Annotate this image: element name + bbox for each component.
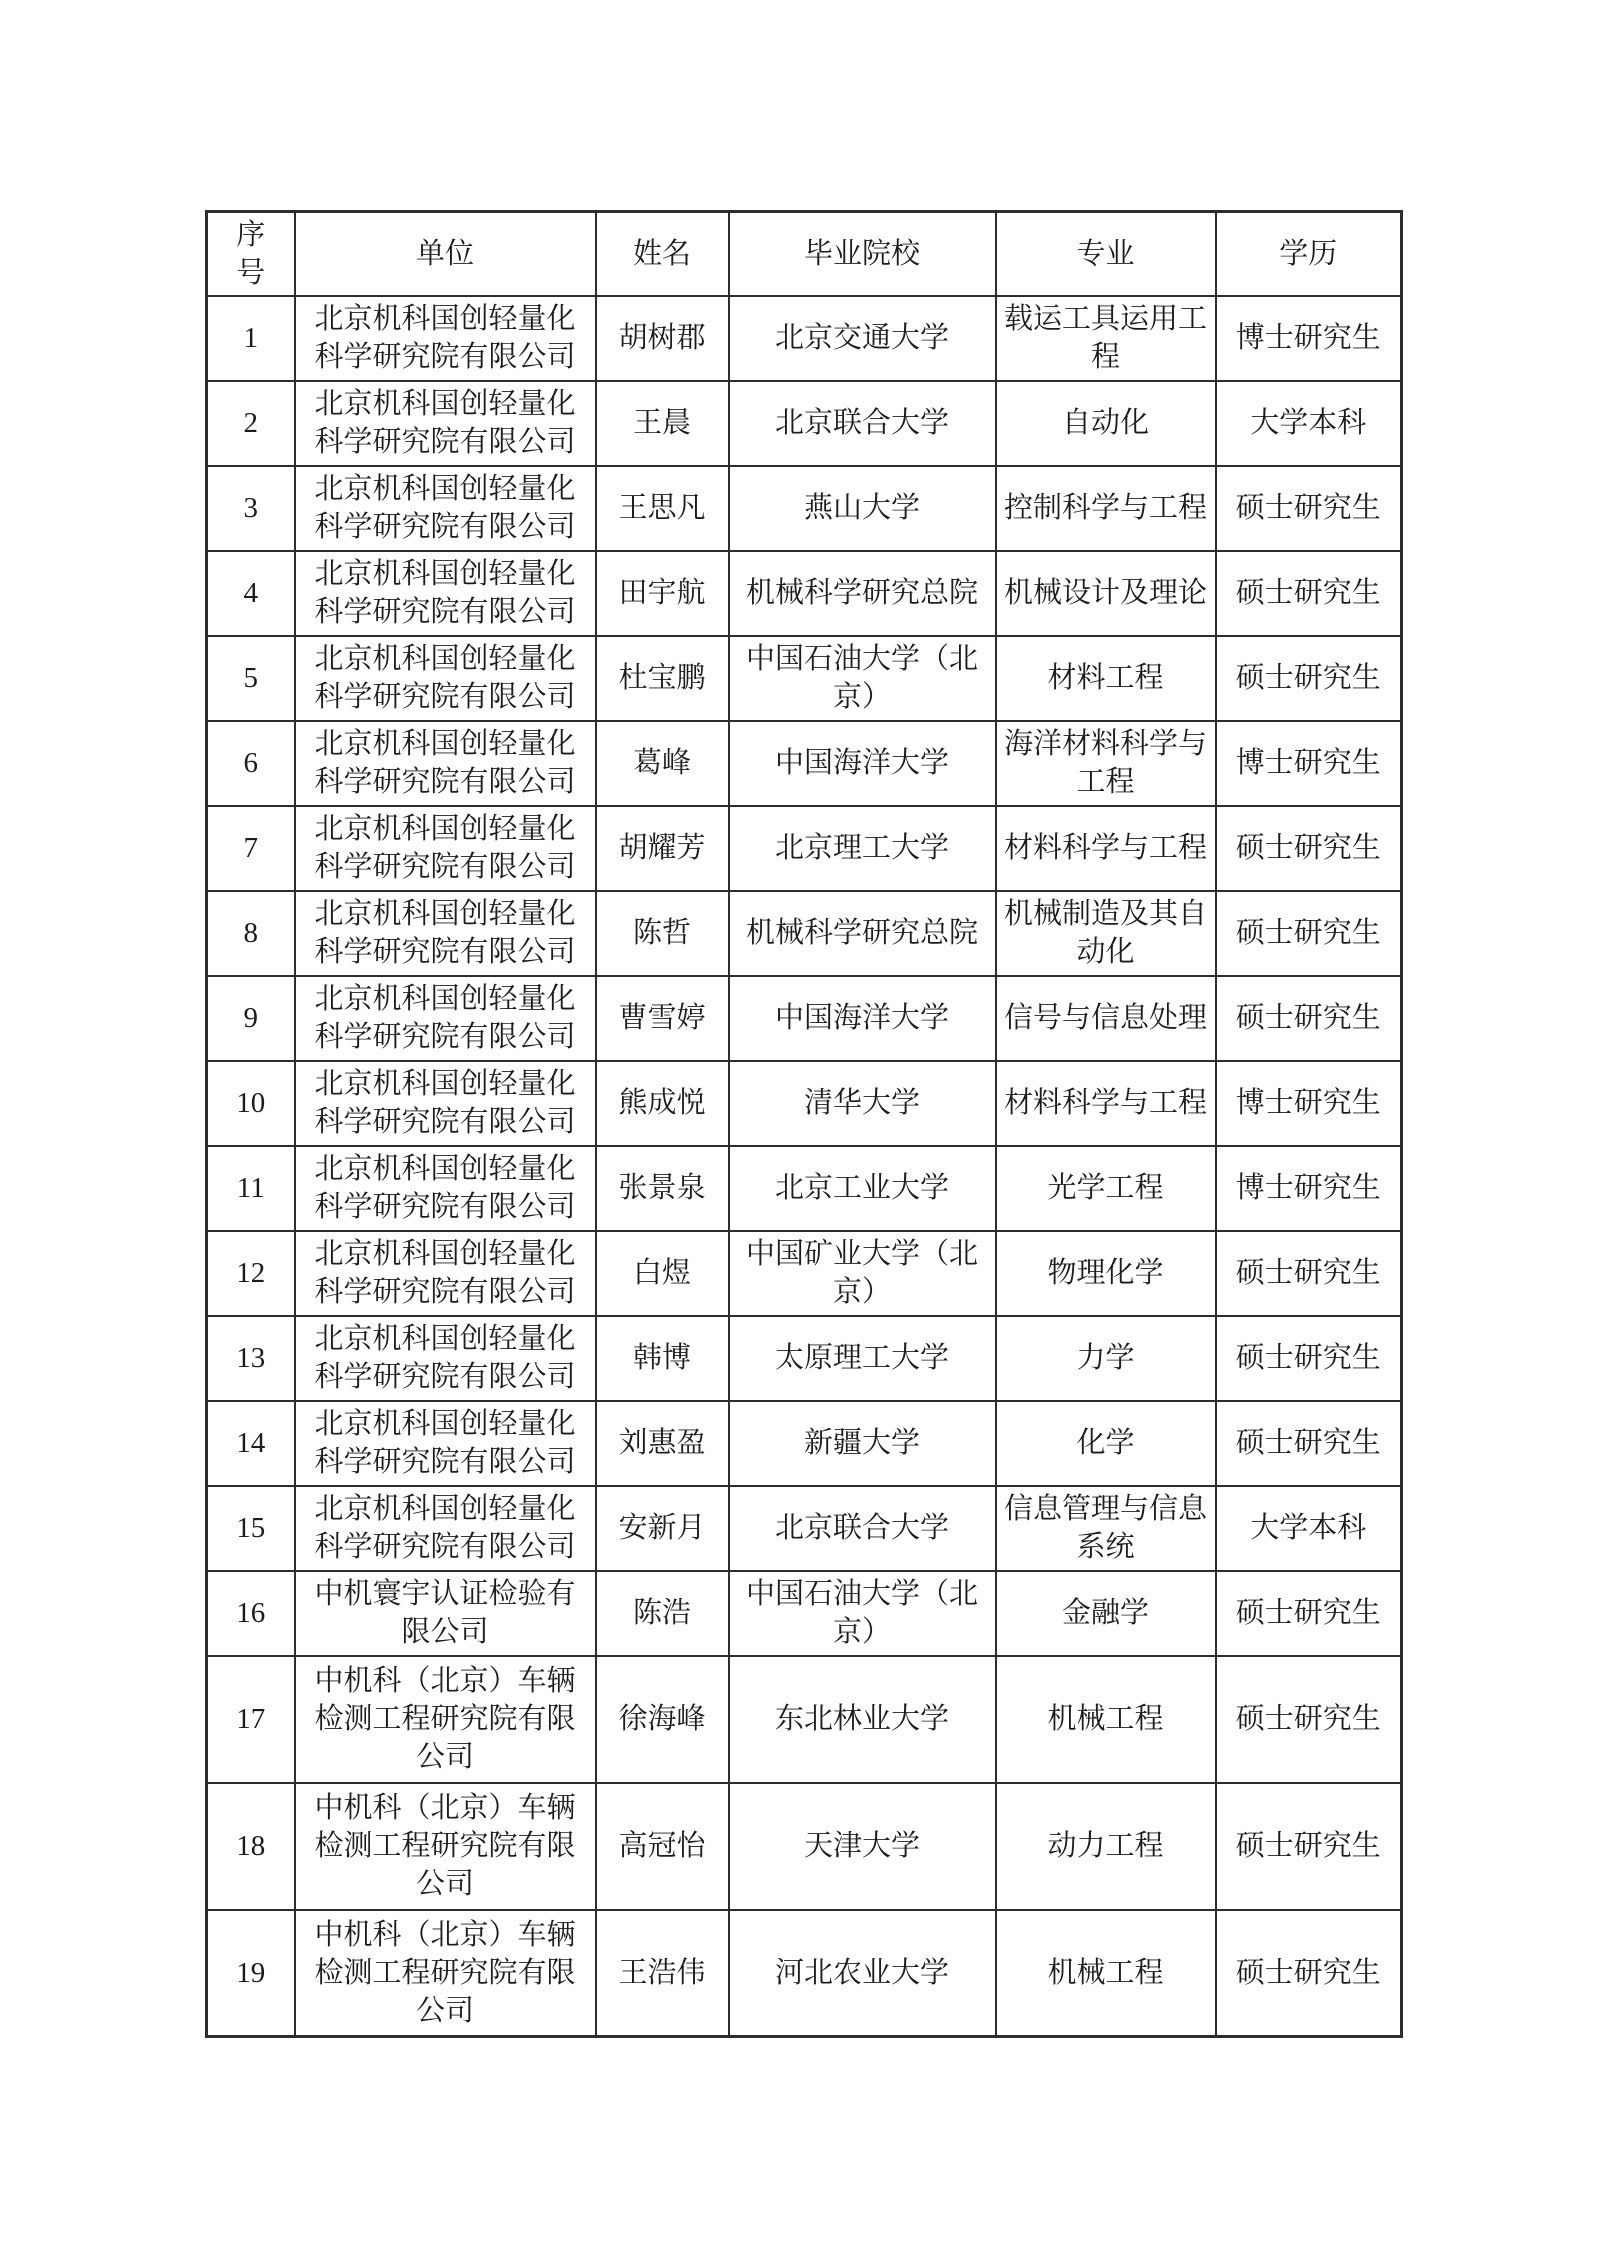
cell-major: 控制科学与工程 [996,466,1216,551]
cell-major: 机械制造及其自动化 [996,891,1216,976]
cell-school: 北京联合大学 [729,1486,996,1571]
cell-company: 北京机科国创轻量化科学研究院有限公司 [295,1061,596,1146]
cell-index: 15 [207,1486,295,1571]
cell-degree: 硕士研究生 [1216,1231,1402,1316]
cell-name: 陈哲 [596,891,729,976]
cell-school: 中国矿业大学（北京） [729,1231,996,1316]
cell-major: 自动化 [996,381,1216,466]
cell-school: 北京交通大学 [729,296,996,381]
cell-degree: 硕士研究生 [1216,1910,1402,2037]
cell-index: 2 [207,381,295,466]
column-header-name: 姓名 [596,212,729,296]
cell-index: 18 [207,1783,295,1910]
cell-index: 4 [207,551,295,636]
cell-name: 胡树郡 [596,296,729,381]
cell-index: 5 [207,636,295,721]
cell-school: 太原理工大学 [729,1316,996,1401]
cell-major: 光学工程 [996,1146,1216,1231]
cell-name: 王思凡 [596,466,729,551]
table-row [207,1910,1402,2037]
cell-degree: 硕士研究生 [1216,466,1402,551]
column-header-index: 序号 [207,212,295,296]
cell-index: 3 [207,466,295,551]
cell-degree: 博士研究生 [1216,1061,1402,1146]
table-row [207,551,1402,636]
cell-school: 清华大学 [729,1061,996,1146]
cell-name: 高冠怡 [596,1783,729,1910]
cell-company: 北京机科国创轻量化科学研究院有限公司 [295,891,596,976]
cell-degree: 硕士研究生 [1216,976,1402,1061]
cell-company: 北京机科国创轻量化科学研究院有限公司 [295,381,596,466]
cell-major: 物理化学 [996,1231,1216,1316]
cell-school: 北京工业大学 [729,1146,996,1231]
cell-major: 材料工程 [996,636,1216,721]
cell-company: 北京机科国创轻量化科学研究院有限公司 [295,1231,596,1316]
cell-degree: 硕士研究生 [1216,1571,1402,1656]
cell-company: 北京机科国创轻量化科学研究院有限公司 [295,806,596,891]
table-row [207,721,1402,806]
cell-school: 河北农业大学 [729,1910,996,2037]
cell-degree: 硕士研究生 [1216,1316,1402,1401]
cell-name: 徐海峰 [596,1656,729,1783]
cell-name: 张景泉 [596,1146,729,1231]
cell-index: 16 [207,1571,295,1656]
table-row [207,296,1402,381]
cell-company: 北京机科国创轻量化科学研究院有限公司 [295,296,596,381]
cell-degree: 硕士研究生 [1216,891,1402,976]
column-header-major: 专业 [996,212,1216,296]
cell-name: 葛峰 [596,721,729,806]
cell-degree: 硕士研究生 [1216,1783,1402,1910]
cell-degree: 硕士研究生 [1216,1656,1402,1783]
cell-index: 10 [207,1061,295,1146]
cell-index: 7 [207,806,295,891]
cell-school: 天津大学 [729,1783,996,1910]
cell-company: 北京机科国创轻量化科学研究院有限公司 [295,721,596,806]
cell-company: 北京机科国创轻量化科学研究院有限公司 [295,976,596,1061]
cell-major: 载运工具运用工程 [996,296,1216,381]
cell-major: 海洋材料科学与工程 [996,721,1216,806]
cell-major: 机械工程 [996,1656,1216,1783]
cell-company: 北京机科国创轻量化科学研究院有限公司 [295,1486,596,1571]
cell-name: 熊成悦 [596,1061,729,1146]
cell-company: 北京机科国创轻量化科学研究院有限公司 [295,1316,596,1401]
cell-index: 17 [207,1656,295,1783]
table-row [207,891,1402,976]
cell-index: 14 [207,1401,295,1486]
cell-company: 中机科（北京）车辆检测工程研究院有限公司 [295,1783,596,1910]
cell-degree: 博士研究生 [1216,296,1402,381]
cell-major: 动力工程 [996,1783,1216,1910]
cell-index: 13 [207,1316,295,1401]
table-row [207,806,1402,891]
cell-degree: 硕士研究生 [1216,636,1402,721]
cell-degree: 大学本科 [1216,1486,1402,1571]
cell-index: 6 [207,721,295,806]
cell-company: 中机寰宇认证检验有限公司 [295,1571,596,1656]
cell-index: 1 [207,296,295,381]
cell-name: 胡耀芳 [596,806,729,891]
table-row [207,1061,1402,1146]
cell-name: 曹雪婷 [596,976,729,1061]
table-row [207,466,1402,551]
cell-name: 田宇航 [596,551,729,636]
table-row [207,1231,1402,1316]
cell-name: 杜宝鹏 [596,636,729,721]
cell-name: 韩博 [596,1316,729,1401]
cell-index: 8 [207,891,295,976]
column-header-degree: 学历 [1216,212,1402,296]
cell-school: 中国石油大学（北京） [729,1571,996,1656]
cell-school: 中国石油大学（北京） [729,636,996,721]
cell-degree: 大学本科 [1216,381,1402,466]
cell-major: 信息管理与信息系统 [996,1486,1216,1571]
cell-major: 材料科学与工程 [996,1061,1216,1146]
cell-company: 北京机科国创轻量化科学研究院有限公司 [295,551,596,636]
cell-name: 安新月 [596,1486,729,1571]
table-row [207,976,1402,1061]
cell-company: 中机科（北京）车辆检测工程研究院有限公司 [295,1910,596,2037]
cell-major: 机械工程 [996,1910,1216,2037]
cell-school: 机械科学研究总院 [729,551,996,636]
cell-company: 北京机科国创轻量化科学研究院有限公司 [295,1401,596,1486]
cell-company: 中机科（北京）车辆检测工程研究院有限公司 [295,1656,596,1783]
cell-school: 东北林业大学 [729,1656,996,1783]
cell-degree: 硕士研究生 [1216,806,1402,891]
cell-major: 力学 [996,1316,1216,1401]
cell-degree: 博士研究生 [1216,721,1402,806]
table-row [207,636,1402,721]
cell-school: 燕山大学 [729,466,996,551]
cell-major: 机械设计及理论 [996,551,1216,636]
cell-index: 19 [207,1910,295,2037]
table-row [207,1401,1402,1486]
cell-name: 刘惠盈 [596,1401,729,1486]
cell-school: 新疆大学 [729,1401,996,1486]
header-row [207,212,1402,296]
cell-major: 材料科学与工程 [996,806,1216,891]
cell-name: 王晨 [596,381,729,466]
cell-name: 陈浩 [596,1571,729,1656]
graduates-table [205,210,1403,2038]
cell-index: 12 [207,1231,295,1316]
cell-index: 11 [207,1146,295,1231]
table-row [207,1783,1402,1910]
cell-school: 机械科学研究总院 [729,891,996,976]
cell-company: 北京机科国创轻量化科学研究院有限公司 [295,466,596,551]
table-header [207,212,1402,296]
table-row [207,1146,1402,1231]
cell-company: 北京机科国创轻量化科学研究院有限公司 [295,1146,596,1231]
table-row [207,1571,1402,1656]
cell-index: 9 [207,976,295,1061]
cell-name: 王浩伟 [596,1910,729,2037]
table-row [207,1316,1402,1401]
cell-major: 化学 [996,1401,1216,1486]
cell-major: 金融学 [996,1571,1216,1656]
table-body [207,296,1402,2037]
cell-degree: 硕士研究生 [1216,551,1402,636]
cell-school: 中国海洋大学 [729,976,996,1061]
cell-major: 信号与信息处理 [996,976,1216,1061]
column-header-school: 毕业院校 [729,212,996,296]
cell-school: 中国海洋大学 [729,721,996,806]
cell-name: 白煜 [596,1231,729,1316]
cell-school: 北京联合大学 [729,381,996,466]
table-row [207,381,1402,466]
column-header-company: 单位 [295,212,596,296]
table-row [207,1656,1402,1783]
cell-company: 北京机科国创轻量化科学研究院有限公司 [295,636,596,721]
cell-school: 北京理工大学 [729,806,996,891]
cell-degree: 博士研究生 [1216,1146,1402,1231]
cell-degree: 硕士研究生 [1216,1401,1402,1486]
table-row [207,1486,1402,1571]
